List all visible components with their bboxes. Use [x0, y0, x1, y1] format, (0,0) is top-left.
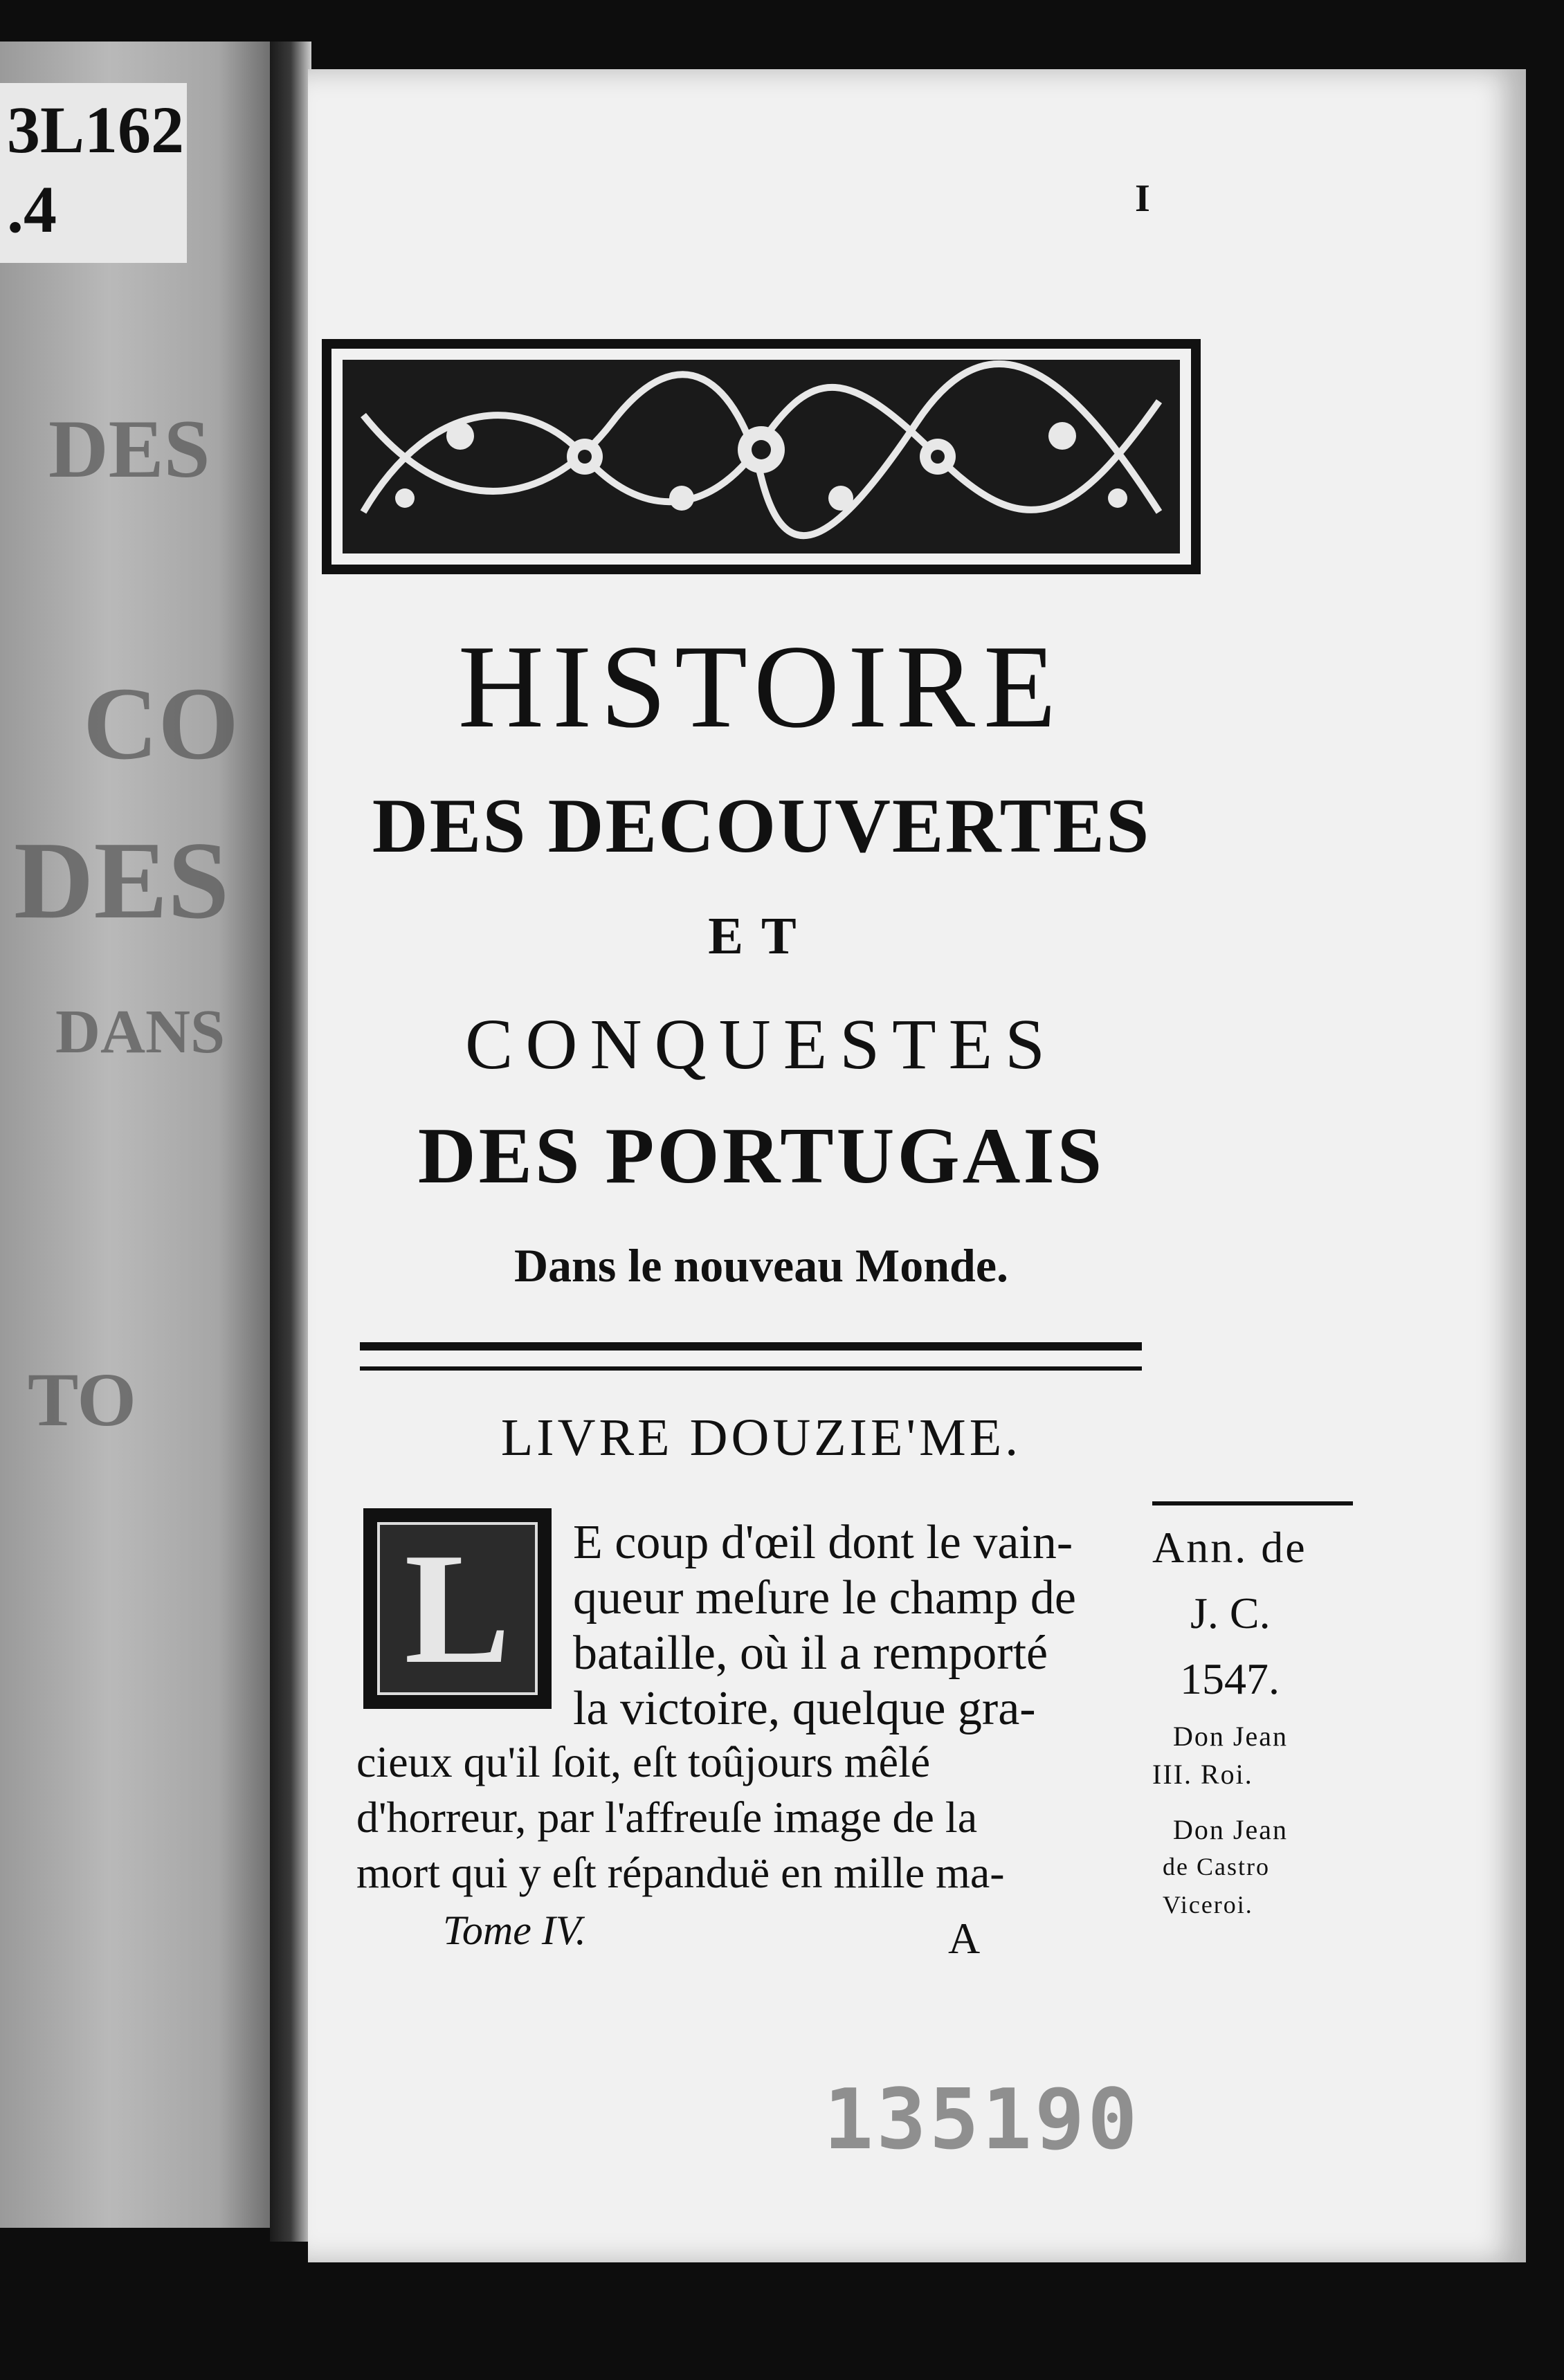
- shelfmark-line-2: .4: [7, 172, 57, 246]
- margin-year: 1547.: [1180, 1654, 1280, 1703]
- page-title: HISTOIRE: [457, 621, 1065, 753]
- page-number: I: [1135, 177, 1150, 220]
- shelfmark-line-1: 3L162: [7, 93, 185, 167]
- left-page-edge: [0, 42, 273, 2228]
- subtitle-line: ET: [708, 907, 815, 965]
- decorated-initial: [363, 1508, 552, 1709]
- headpiece-ornament: [322, 339, 1201, 574]
- subtitle-line: DES PORTUGAIS: [417, 1112, 1105, 1200]
- body-line: mort qui y eſt répanduë en mille ma-: [356, 1848, 1005, 1897]
- subtitle-line: DES DECOUVERTES: [372, 783, 1151, 869]
- body-line: E coup d'œil dont le vain-: [573, 1516, 1073, 1569]
- body-line: bataille, où il a remporté: [573, 1627, 1048, 1680]
- show-through-text: CO: [83, 666, 239, 781]
- double-rule-thick: [360, 1342, 1142, 1351]
- body-line: queur meſure le champ de: [573, 1571, 1076, 1624]
- margin-viceroy-line: Viceroi.: [1163, 1891, 1253, 1919]
- subtitle-line: Dans le nouveau Monde.: [513, 1239, 1009, 1292]
- decorated-initial-frame: [377, 1522, 538, 1695]
- show-through-text: DES: [48, 403, 210, 495]
- book-heading: LIVRE DOUZIE'ME.: [500, 1409, 1022, 1467]
- body-line: cieux qu'il ſoit, eſt toûjours mêlé: [356, 1737, 931, 1786]
- margin-viceroy-line: Don Jean: [1173, 1814, 1288, 1845]
- margin-king-line: III. Roi.: [1152, 1759, 1253, 1790]
- margin-rule: [1152, 1501, 1353, 1505]
- book-gutter: [270, 42, 311, 2242]
- margin-year-label: Ann. de: [1152, 1523, 1307, 1572]
- margin-viceroy-line: de Castro: [1163, 1853, 1270, 1880]
- body-line: d'horreur, par l'affreuſe image de la: [356, 1793, 978, 1842]
- show-through-text: DES: [14, 818, 230, 942]
- double-rule-thin: [360, 1366, 1142, 1371]
- library-stamp: 135190: [824, 2072, 1140, 2168]
- drop-cap-letter: L: [404, 1520, 511, 1696]
- show-through-text: TO: [28, 1357, 136, 1442]
- margin-era: J. C.: [1190, 1589, 1271, 1638]
- margin-king-line: Don Jean: [1173, 1721, 1288, 1752]
- gathering-signature: A: [948, 1914, 981, 1963]
- shelfmark-label: [0, 83, 187, 263]
- subtitle-line: CONQUESTES: [464, 1005, 1058, 1084]
- floral-ornament-icon: [322, 339, 1201, 574]
- volume-signature: Tome IV.: [443, 1907, 586, 1953]
- body-line: la victoire, quelque gra-: [573, 1682, 1036, 1735]
- show-through-text: DANS: [55, 998, 226, 1066]
